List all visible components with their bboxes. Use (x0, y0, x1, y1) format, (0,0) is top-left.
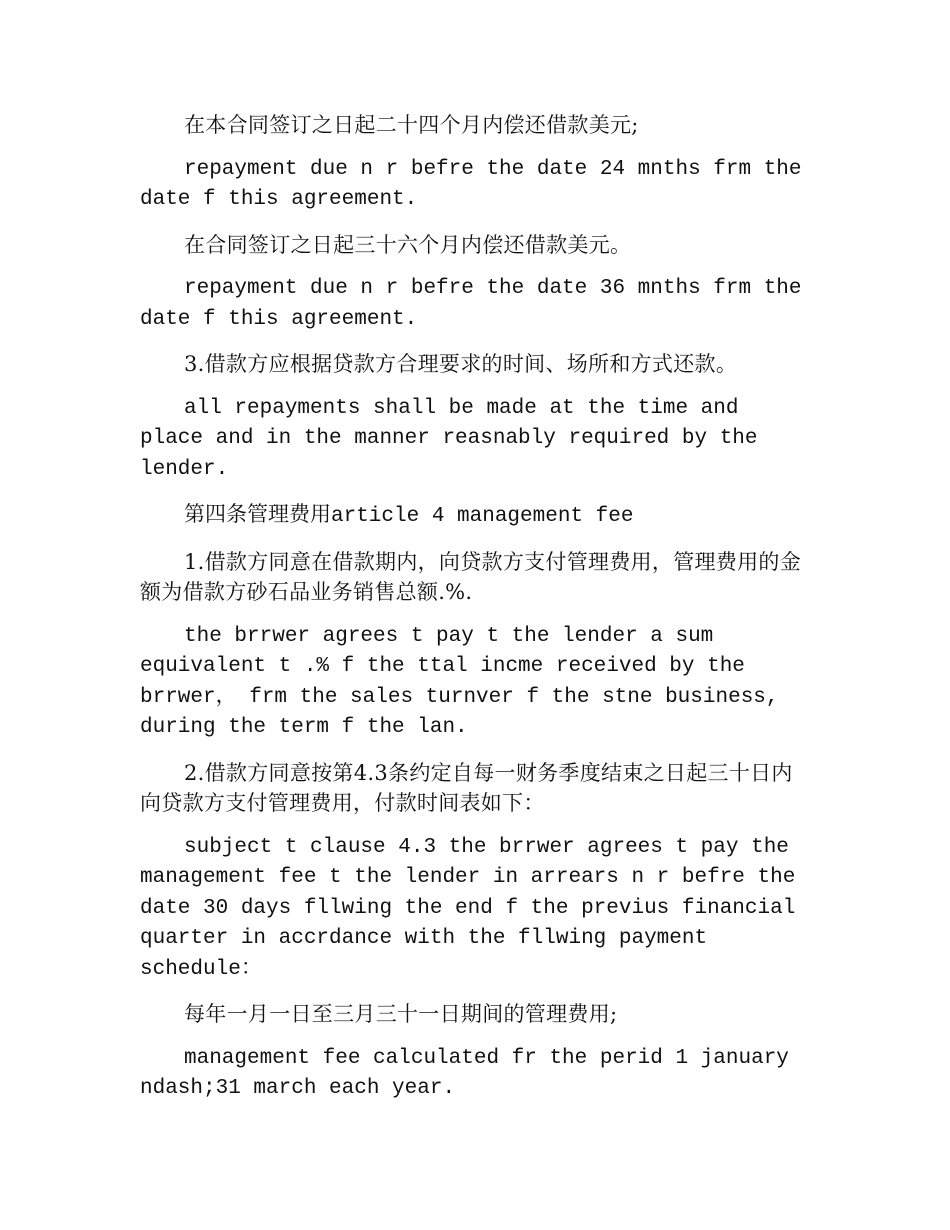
article-4-heading-en: article 4 management fee (331, 505, 634, 528)
document-body (140, 110, 812, 1119)
paragraph-zh-q1-management-fee: 每年一月一日至三月三十一日期间的管理费用; (184, 1002, 618, 1026)
paragraph-zh-repayment-24-months: 在本合同签订之日起二十四个月内偿还借款美元; (184, 113, 639, 137)
paragraph-zh-management-fee-amount: 1.借款方同意在借款期内，向贷款方支付管理费用，管理费用的金额为借款方砂石品业务销售总额.%. (140, 549, 802, 604)
paragraph-en-repayment-24-months: repayment due n r befre the date 24 mnths frm the date f this agreement. (140, 157, 802, 211)
paragraph-zh-repayment-36-months: 在合同签订之日起三十六个月内偿还借款美元。 (184, 232, 632, 257)
paragraph-zh-payment-schedule: 2.借款方同意按第4.3条约定自每一财务季度结束之日起三十日内向贷款方支付管理费用，付款时间表如下： (140, 760, 793, 815)
article-4-heading (140, 499, 812, 533)
article-4-heading-zh: 第四条管理费用 (184, 502, 331, 526)
paragraph-en-repayment-manner: all repayments shall be made at the time and place and in the manner reasnably required by the lender. (140, 396, 758, 481)
paragraph-en-management-fee-amount: the brrwer agrees t pay t the lender a sum equivalent t .% f the ttal incme received by the brrwer， frm the sales turnver f the stne business, during the term f the lan. (140, 624, 779, 739)
paragraph-en-payment-schedule: subject t clause 4.3 the brrwer agrees t pay the management fee t the lender in arrears n r befre the date 30 days fllwing the end f the previus financial quarter in accrdance with the fllwing payment schedule： (140, 835, 796, 981)
paragraph-en-q1-management-fee: management fee calculated fr the perid 1 january ndash;31 march each year. (140, 1046, 789, 1100)
paragraph-zh-repayment-manner: 3.借款方应根据贷款方合理要求的时间、场所和方式还款。 (184, 352, 738, 376)
paragraph-en-repayment-36-months: repayment due n r befre the date 36 mnths frm the date f this agreement. (140, 277, 802, 331)
